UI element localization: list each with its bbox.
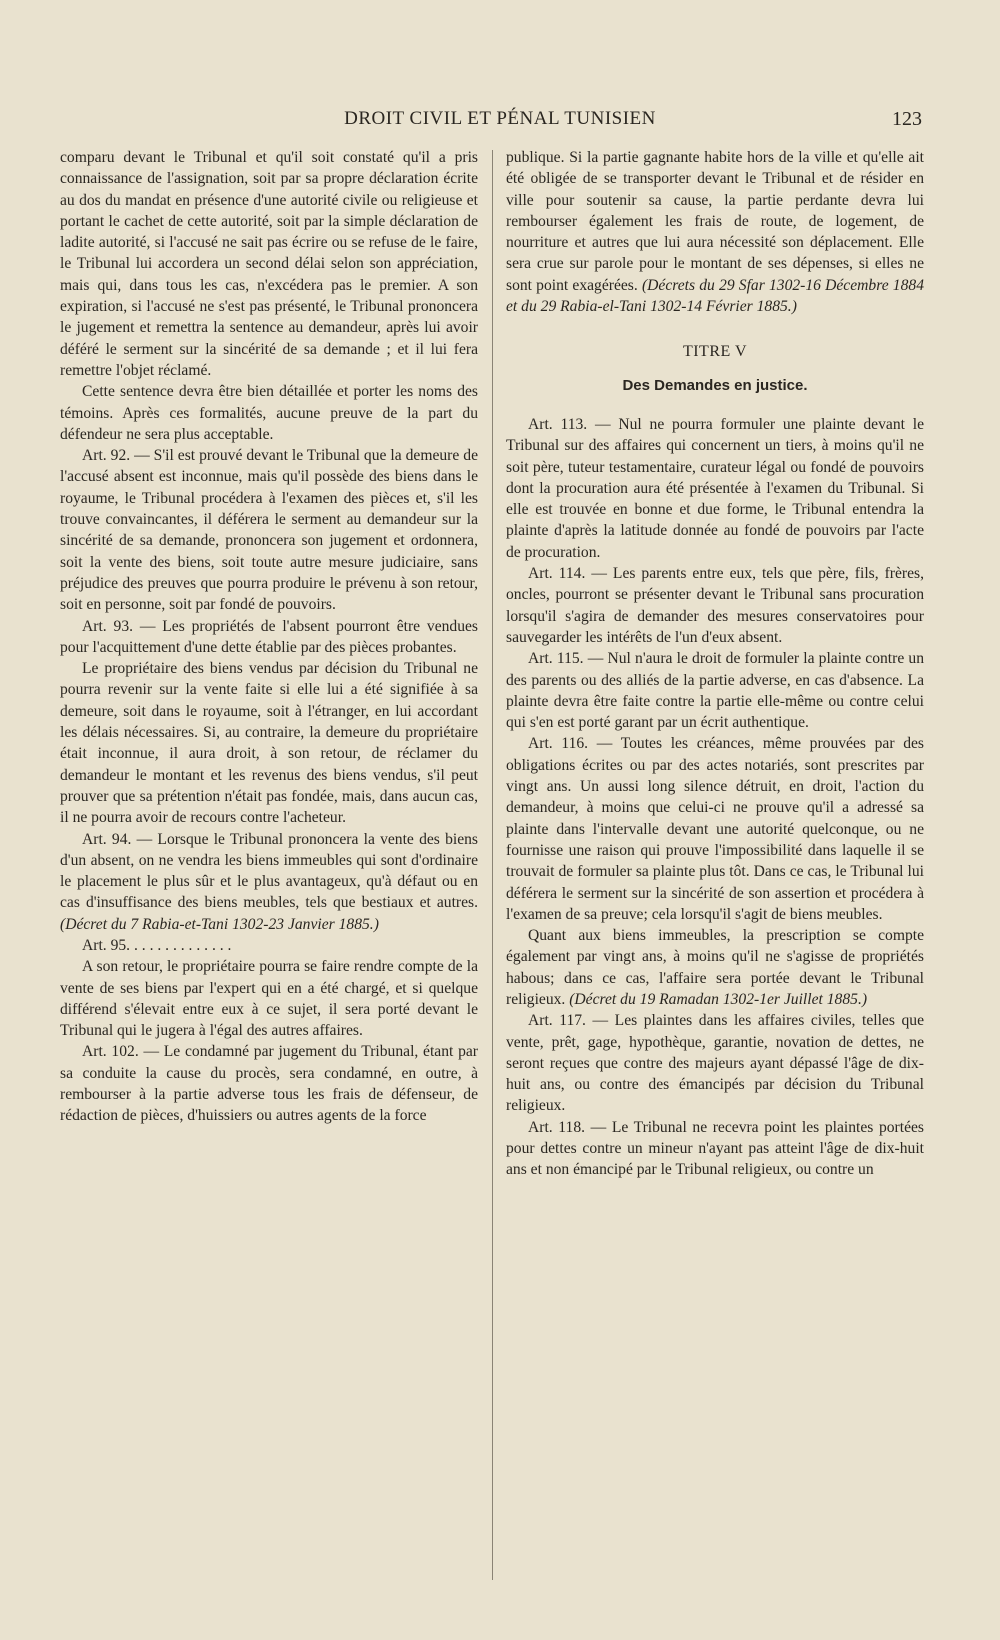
citation: (Décret du 19 Ramadan 1302-1er Juillet 1885.) bbox=[565, 990, 868, 1008]
citation: (Décrets du 29 Sfar 1302-16 Décembre 1884 et du 29 Rabia-el-Tani 1302-14 Février 1885.) bbox=[506, 276, 924, 316]
section-subtitle: Des Demandes en justice. bbox=[622, 376, 808, 394]
paragraph-art-116: Art. 116. — Toutes les créances, même prouvées par des obligations écrites ou par des actes notariés, sont prescrites par vingt ans. Un aussi long silence détruit, en droit, l'action du demandeur, à moins que celui-ci ne prouve qu'il a adressé sa plainte dans l'intervalle devant une autorité quelconque, ou ne fournisse une raison qui prouve l'impossibilité dans laquelle il se trouvait de formuler sa plainte plus tôt. Dans ce cas, le Tribunal lui déférera le serment sur la sincérité de son assertion et procédera à l'examen de sa preuve; cela lorsqu'il s'agit de biens meubles. bbox=[506, 735, 924, 923]
page-number: 123 bbox=[892, 108, 922, 130]
paragraph: Cette sentence devra être bien détaillée et porter les noms des témoins. Après ces formalités, aucune preuve de la part du défendeur ne sera plus acceptable. bbox=[60, 383, 478, 443]
paragraph: comparu devant le Tribunal et qu'il soit constaté qu'il a pris connaissance de l'assignation, soit par sa propre déclaration écrite au dos du mandat en présence d'une autorité civile ou religieuse et portant le cachet de cette autorité, soit par la simple déclaration de ladite autorité, si l'accusé ne sait pas écrire ou se refuse de le faire, le Tribunal lui accordera un second délai selon son appréciation, mais qui, dans tous les cas, n'excédera pas le premier. A son expiration, si l'accusé ne s'est pas présenté, le Tribunal prononcera le jugement et remettra la sentence au demandeur, après lui avoir déféré le serment sur la sincérité de sa demande ; et il lui fera remettre l'objet réclamé. bbox=[60, 149, 478, 379]
paragraph-art-118: Art. 118. — Le Tribunal ne recevra point les plaintes portées pour dettes contre un mineur n'ayant pas atteint l'âge de dix-huit ans et non émancipé par le Tribunal religieux, ou contre un bbox=[506, 1118, 924, 1179]
paragraph-art-95: Art. 95. . . . . . . . . . . . . . bbox=[82, 936, 232, 954]
right-column bbox=[506, 147, 924, 1609]
paragraph-art-93: Art. 93. — Les propriétés de l'absent pourront être vendues pour l'acquittement d'une dette établie par des pièces probantes. bbox=[60, 617, 478, 656]
paragraph-art-92: Art. 92. — S'il est prouvé devant le Tribunal que la demeure de l'accusé absent est inconnue, mais qu'il possède des biens dans le royaume, le Tribunal procédera à l'examen des pièces et, s'il les trouve convaincantes, il déférera le serment au demandeur sur la sincérité de sa demande, prononcera son jugement et ordonnera, soit la vente des biens, soit toute autre mesure judiciaire, sans préjudice des preuves que pourra produire le prévenu à son retour, soit en personne, soit par fondé de pouvoirs. bbox=[60, 447, 478, 614]
paragraph: Quant aux biens immeubles, la prescription se compte également par vingt ans, à moins qu'il ne s'agisse de propriétés habous; dans ce cas, l'affaire sera portée devant le Tribunal religieux. (Décret du 19 Ramadan 1302-1er Juillet 1885.) bbox=[506, 927, 924, 1008]
paragraph-art-94: Art. 94. — Lorsque le Tribunal prononcera la vente des biens d'un absent, on ne vendra les biens immeubles qui sont d'ordinaire le placement le plus sûr et le plus avantageux, qu'à défaut ou en cas d'insuffisance des biens meubles, tels que bestiaux et autres. (Décret du 7 Rabia-et-Tani 1302-23 Janvier 1885.) bbox=[60, 830, 478, 933]
paragraph: publique. Si la partie gagnante habite hors de la ville et qu'elle ait été obligée de se transporter devant le Tribunal et de résider en ville pour soutenir sa cause, la partie perdante devra lui rembourser également les frais de route, de logement, de nourriture et autres que lui aura nécessité son déplacement. Elle sera crue sur parole pour le montant de ses dépenses, si elles ne sont point exagérées. (Décrets du 29 Sfar 1302-16 Décembre 1884 et du 29 Rabia-el-Tani 1302-14 Février 1885.) bbox=[506, 149, 924, 316]
citation: (Décret du 7 Rabia-et-Tani 1302-23 Janvier 1885.) bbox=[60, 915, 379, 933]
left-column bbox=[60, 147, 478, 1609]
paragraph-art-117: Art. 117. — Les plaintes dans les affaires civiles, telles que vente, prêt, gage, hypothèque, garantie, novation de dettes, ne seront reçues que contre des majeurs ayant dépassé l'âge de dix-huit ans, ou contre des émancipés par décision du Tribunal religieux. bbox=[506, 1012, 924, 1115]
paragraph: A son retour, le propriétaire pourra se faire rendre compte de la vente de ses biens par l'expert qui en a été chargé, et si quelque différend s'élevait entre eux à ce sujet, il sera porté devant le Tribunal qui le jugera à l'égal des autres affaires. bbox=[60, 958, 478, 1040]
section-title: TITRE V bbox=[682, 343, 748, 361]
paragraph-art-114: Art. 114. — Les parents entre eux, tels que père, fils, frères, oncles, pourront se présenter devant le Tribunal sans procuration lorsqu'il s'agira de demander des mesures conservatoires pour sauvegarder les intérêts de l'un d'eux absent. bbox=[506, 565, 924, 646]
paragraph: Le propriétaire des biens vendus par décision du Tribunal ne pourra revenir sur la vente faite si elle lui a été signifiée à sa demeure, soit dans le royaume, soit à l'étranger, en lui accordant les délais nécessaires. Si, au contraire, la demeure du propriétaire était inconnue, il aura droit, à son retour, de réclamer du demandeur le montant et les revenus des biens vendus, s'il peut prouver que sa prétention n'était pas fondée, mais, dans aucun cas, il ne pourra avoir de recours contre l'acheteur. bbox=[60, 660, 478, 827]
running-title: DROIT CIVIL ET PÉNAL TUNISIEN bbox=[344, 108, 656, 129]
paragraph-art-113: Art. 113. — Nul ne pourra formuler une plainte devant le Tribunal sur des affaires qui concernent un tiers, à moins qu'il ne soit père, tuteur testamentaire, curateur légal ou fondé de pouvoirs dont la procuration aura été présentée à l'examen du Tribunal. Si elle est trouvée en bonne et due forme, le Tribunal entendra la plainte d'après la latitude donnée au fondé de pouvoirs par l'acte de procuration. bbox=[506, 415, 924, 561]
paragraph-art-102: Art. 102. — Le condamné par jugement du Tribunal, étant par sa conduite la cause du procès, sera condamné, en outre, à rembourser à la partie adverse tous les frais de défenseur, de rédaction de pièces, d'huissiers ou autres agents de la force bbox=[60, 1043, 478, 1125]
column-divider bbox=[492, 150, 493, 1580]
running-header bbox=[0, 108, 1000, 138]
paragraph-art-115: Art. 115. — Nul n'aura le droit de formuler la plainte contre un des parents ou des alliés de la partie adverse, en cas d'absence. La plainte devra être faite contre la partie elle-même ou contre celui qui s'en est porté garant par un écrit authentique. bbox=[506, 650, 924, 732]
